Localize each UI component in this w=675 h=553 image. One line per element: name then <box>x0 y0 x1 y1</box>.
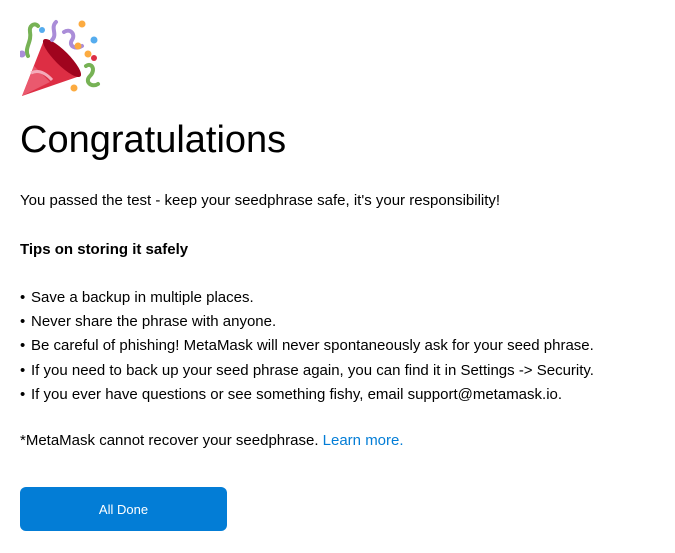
list-item <box>20 383 594 407</box>
tip-text: Save a backup in multiple places. <box>31 289 254 306</box>
list-item <box>20 286 594 310</box>
bullet-icon: • <box>20 385 26 403</box>
bullet-icon: • <box>20 289 26 306</box>
page-title: Congratulations <box>20 119 287 161</box>
tip-text: If you need to back up your seed phrase again, you can find it in Settings -> Security. <box>31 361 594 379</box>
disclaimer-text: *MetaMask cannot recover your seedphrase. <box>20 432 323 449</box>
tip-text: Never share the phrase with anyone. <box>31 313 277 331</box>
seedphrase-confirmation-page <box>20 0 670 553</box>
success-message: You passed the test - keep your seedphrase safe, it's your responsibility! <box>20 192 501 209</box>
bullet-icon: • <box>20 313 26 331</box>
all-done-button[interactable]: All Done <box>20 487 227 531</box>
bullet-icon: • <box>20 337 26 355</box>
recovery-disclaimer <box>20 431 404 451</box>
tips-heading: Tips on storing it safely <box>20 241 189 258</box>
tip-text: If you ever have questions or see something fishy, email support@metamask.io. <box>31 385 563 403</box>
list-item <box>20 334 594 358</box>
learn-more-link[interactable]: Learn more. <box>322 432 404 449</box>
list-item <box>20 310 594 334</box>
bullet-icon: • <box>20 361 26 379</box>
tips-list <box>20 286 594 407</box>
party-popper-icon <box>20 18 102 100</box>
tip-text: Be careful of phishing! MetaMask will never spontaneously ask for your seed phrase. <box>31 337 594 355</box>
list-item <box>20 359 594 383</box>
